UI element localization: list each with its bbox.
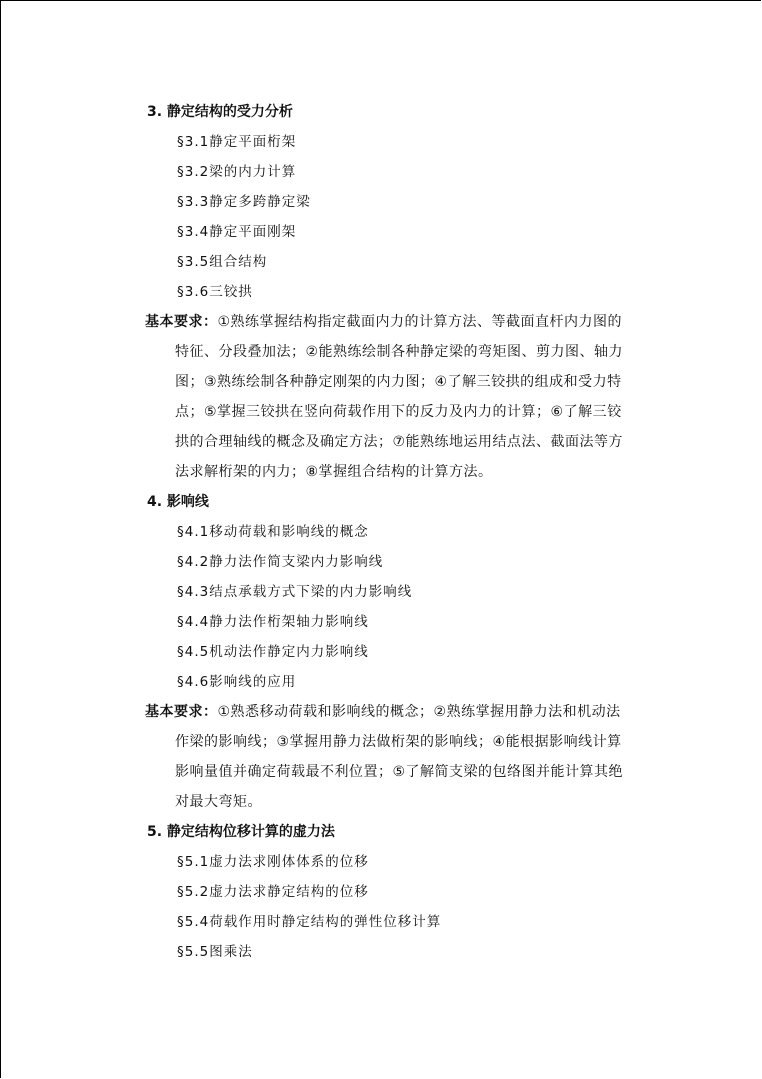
basic-requirements	[145, 307, 651, 487]
list-item: §3.3静定多跨静定梁	[177, 194, 311, 210]
section-heading: 3. 静定结构的受力分析	[147, 104, 293, 120]
requirement-line	[145, 697, 651, 727]
requirement-label: 基本要求：	[145, 704, 218, 720]
requirement-label: 基本要求：	[145, 314, 218, 330]
list-item: §5.4荷载作用时静定结构的弹性位移计算	[177, 914, 442, 930]
requirement-line	[145, 307, 651, 337]
list-item: §4.3结点承载方式下梁的内力影响线	[177, 584, 413, 600]
section-heading: 5. 静定结构位移计算的虚力法	[147, 824, 335, 840]
list-item: §4.6影响线的应用	[177, 674, 297, 690]
list-item: §3.6三铰拱	[177, 284, 253, 300]
requirement-line: 作梁的影响线；③掌握用静力法做桁架的影响线；④能根据影响线计算	[175, 734, 622, 750]
requirement-line: 特征、分段叠加法；②能熟练绘制各种静定梁的弯矩图、剪力图、轴力	[175, 344, 624, 360]
requirement-line: 对最大弯矩。	[175, 794, 262, 810]
list-item: §5.1虚力法求刚体体系的位移	[177, 854, 369, 870]
requirement-line: 点；⑤掌握三铰拱在竖向荷载作用下的反力及内力的计算；⑥了解三铰	[175, 404, 622, 420]
requirement-line: 图；③熟练绘制各种静定刚架的内力图；④了解三铰拱的组成和受力特	[175, 374, 622, 390]
requirement-line: 拱的合理轴线的概念及确定方法；⑦能熟练地运用结点法、截面法等方	[175, 434, 624, 450]
list-item: §5.2虚力法求静定结构的位移	[177, 884, 369, 900]
list-item: §5.5图乘法	[177, 944, 253, 960]
page-content	[1, 97, 761, 967]
list-item: §4.4静力法作桁架轴力影响线	[177, 614, 369, 630]
requirement-text: ①熟悉移动荷载和影响线的概念；②熟练掌握用静力法和机动法	[217, 704, 621, 720]
list-item: §3.4静定平面刚架	[177, 224, 297, 240]
list-item: §4.5机动法作静定内力影响线	[177, 644, 369, 660]
list-item: §3.2梁的内力计算	[177, 164, 297, 180]
requirement-line: 影响量值并确定荷载最不利位置；⑤了解简支梁的包络图并能计算其绝	[175, 764, 624, 780]
list-item: §3.5组合结构	[177, 254, 268, 270]
list-item: §4.2静力法作简支梁内力影响线	[177, 554, 384, 570]
list-item: §4.1移动荷载和影响线的概念	[177, 524, 369, 540]
basic-requirements	[145, 697, 651, 817]
requirement-line: 法求解桁架的内力；⑧掌握组合结构的计算方法。	[175, 464, 493, 480]
requirement-text: ①熟练掌握结构指定截面内力的计算方法、等截面直杆内力图的	[217, 314, 623, 330]
list-item: §3.1静定平面桁架	[177, 134, 297, 150]
section-heading: 4. 影响线	[147, 494, 209, 510]
